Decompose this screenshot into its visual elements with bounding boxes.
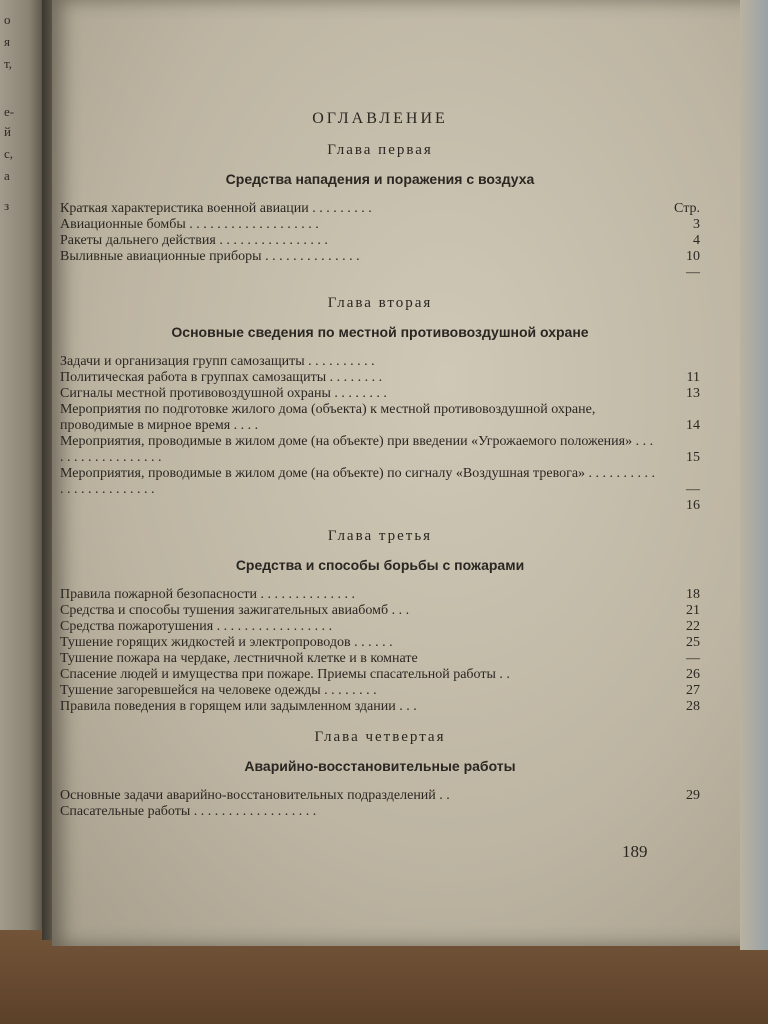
left-page-fragment: й bbox=[4, 124, 11, 139]
toc-entry-page: 26 bbox=[686, 667, 700, 682]
toc-entry bbox=[60, 434, 700, 466]
toc-entry-page: 15 bbox=[686, 450, 700, 465]
toc-entry-title: Ракеты дальнего действия . . . . . . . . . . . . . . . . bbox=[60, 233, 328, 248]
toc-entry-title: Правила поведения в горящем или задымленном здании . . . bbox=[60, 699, 417, 714]
toc-entry bbox=[60, 651, 700, 667]
toc-entry bbox=[60, 233, 700, 249]
chapter-heading: Глава первая bbox=[327, 142, 433, 158]
toc-entry-title: Основные задачи аварийно-восстановительных подразделений . . bbox=[60, 788, 450, 803]
toc-entry-tail bbox=[60, 265, 700, 281]
toc-entry-title: Спасательные работы . . . . . . . . . . . . . . . . . . bbox=[60, 804, 317, 819]
toc-entry-title: Задачи и организация групп самозащиты . . . . . . . . . . bbox=[60, 354, 375, 369]
toc-entry-title: Политическая работа в группах самозащиты . . . . . . . . bbox=[60, 370, 383, 385]
toc-entry-title: Авиационные бомбы . . . . . . . . . . . . . . . . . . . bbox=[60, 217, 319, 232]
left-page-fragment: т, bbox=[4, 56, 12, 71]
toc-title: ОГЛАВЛЕНИЕ bbox=[312, 110, 448, 127]
toc-entry bbox=[60, 667, 700, 683]
toc-entry-title: Спасение людей и имущества при пожаре. Приемы спасательной работы . . bbox=[60, 667, 510, 682]
toc-entry-page: — bbox=[686, 265, 700, 280]
chapter-subtitle: Средства нападения и поражения с воздуха bbox=[225, 171, 535, 187]
toc-entry-page: 28 bbox=[686, 699, 700, 714]
toc-entry bbox=[60, 699, 700, 715]
toc-entry bbox=[60, 386, 700, 402]
toc-entry-page: 13 bbox=[686, 386, 700, 401]
left-page-fragment: з bbox=[4, 198, 10, 213]
toc-entry-page: 25 bbox=[686, 635, 700, 650]
toc-entry-title: Сигналы местной противовоздушной охраны . . . . . . . . bbox=[60, 386, 387, 401]
chapter-subtitle: Основные сведения по местной противовоздушной охране bbox=[171, 324, 589, 340]
toc-entry-page: 14 bbox=[686, 418, 700, 433]
toc-entry bbox=[60, 217, 700, 233]
toc-entry-page: 27 bbox=[686, 683, 700, 698]
left-page-fragment: а bbox=[4, 168, 10, 183]
left-page-fragment: с, bbox=[4, 146, 14, 161]
page-column-label: Стр. bbox=[674, 201, 700, 216]
toc-entry bbox=[60, 402, 700, 434]
left-page-fragment: я bbox=[4, 34, 10, 49]
toc-entry-page: 16 bbox=[686, 498, 700, 513]
toc-entry-title: Правила пожарной безопасности . . . . . . . . . . . . . . bbox=[60, 587, 355, 602]
toc-entry-title: Тушение загоревшейся на человеке одежды . . . . . . . . bbox=[60, 683, 377, 698]
toc-entry-page: — bbox=[686, 482, 700, 497]
toc-entry bbox=[60, 587, 700, 603]
toc-entry-page: 3 bbox=[693, 217, 700, 232]
toc-entry-page: — bbox=[686, 651, 700, 666]
left-page-fragment: е- bbox=[4, 104, 15, 119]
toc-entry-title: Тушение горящих жидкостей и электропроводов . . . . . . bbox=[60, 635, 393, 650]
toc-entry-title: Мероприятия по подготовке жилого дома (объекта) к местной противовоздушной охране, проводимые в мирное время . . . . bbox=[60, 402, 596, 433]
toc-entry-page: 10 bbox=[686, 249, 700, 264]
toc-entry bbox=[60, 249, 700, 265]
toc-entry bbox=[60, 788, 700, 804]
toc-entry-page: 21 bbox=[686, 603, 700, 618]
toc-entry bbox=[60, 683, 700, 699]
toc-entry-title: Средства пожаротушения . . . . . . . . . . . . . . . . . bbox=[60, 619, 333, 634]
toc-entry-title: Средства и способы тушения зажигательных авиабомб . . . bbox=[60, 603, 410, 618]
toc-entry bbox=[60, 635, 700, 651]
toc-entry-title: Мероприятия, проводимые в жилом доме (на объекте) по сигналу «Воздушная тревога» . . . . . . . . . . . . . . . . . . . . . . . . bbox=[60, 466, 656, 497]
toc-entry-title: Выливные авиационные приборы . . . . . . . . . . . . . . bbox=[60, 249, 360, 264]
toc-entry-page: 22 bbox=[686, 619, 700, 634]
toc-entry-page: 18 bbox=[686, 587, 700, 602]
left-page-edge bbox=[0, 0, 48, 930]
toc-entry-page: 11 bbox=[686, 370, 700, 385]
chapter-heading: Глава вторая bbox=[327, 295, 433, 311]
toc-entry-tail bbox=[60, 498, 700, 514]
chapter-subtitle: Средства и способы борьбы с пожарами bbox=[235, 557, 525, 573]
toc-entry-page: 29 bbox=[686, 788, 700, 803]
toc-entry-title: Краткая характеристика военной авиации . . . . . . . . . bbox=[60, 201, 372, 216]
toc-entry bbox=[60, 466, 700, 498]
toc-entry bbox=[60, 354, 700, 370]
page-number: 189 bbox=[622, 842, 648, 861]
toc-entry bbox=[60, 370, 700, 386]
toc-entry bbox=[60, 201, 700, 217]
table-of-contents bbox=[60, 110, 700, 820]
toc-entry bbox=[60, 804, 700, 820]
page-edge bbox=[740, 0, 768, 950]
left-page-fragment: о bbox=[4, 12, 11, 27]
toc-entry bbox=[60, 603, 700, 619]
toc-entry bbox=[60, 619, 700, 635]
chapter-heading: Глава четвертая bbox=[314, 729, 446, 745]
chapter-subtitle: Аварийно-восстановительные работы bbox=[244, 758, 516, 774]
toc-entry-page: 4 bbox=[693, 233, 700, 248]
toc-entry-title: Тушение пожара на чердаке, лестничной клетке и в комнате bbox=[60, 651, 418, 666]
toc-entry-title: Мероприятия, проводимые в жилом доме (на объекте) при введении «Угрожаемого положения» . . . . . . . . . . . . . . . . . . bbox=[60, 434, 654, 465]
chapter-heading: Глава третья bbox=[327, 528, 433, 544]
